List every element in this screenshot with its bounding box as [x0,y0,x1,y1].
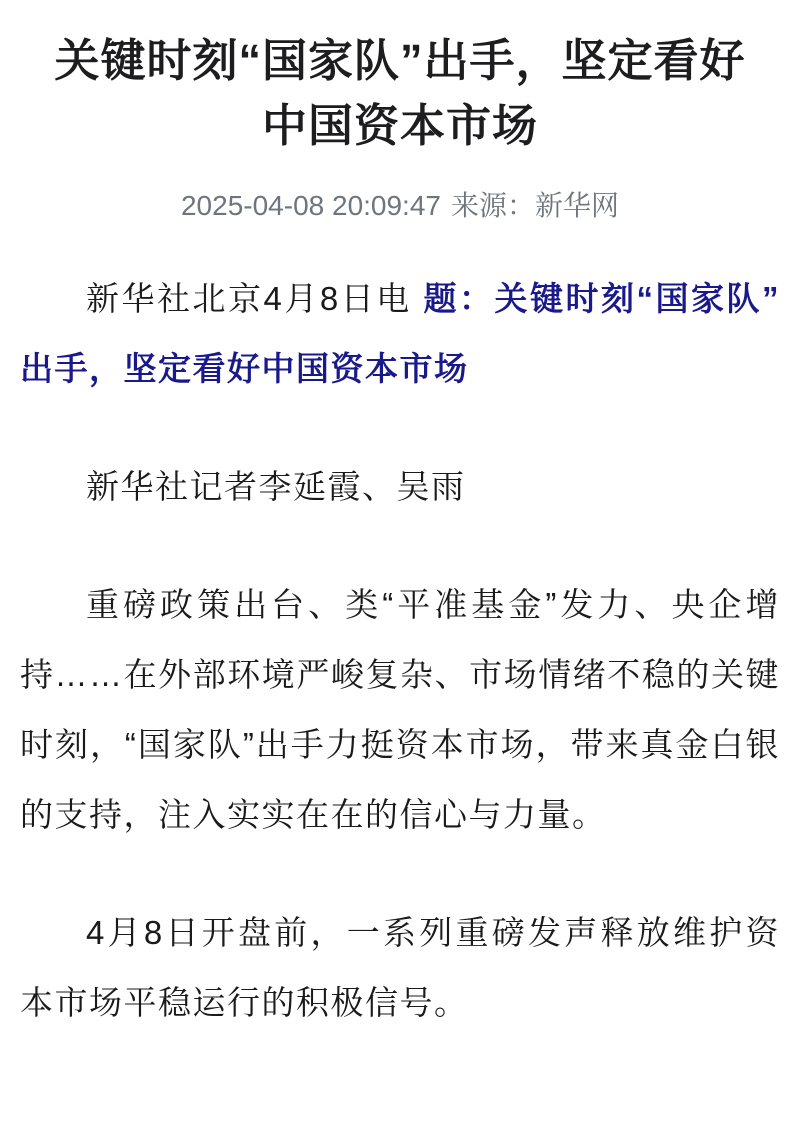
article-paragraph [20,264,780,404]
highlighted-subtitle-text: 题：关键时刻“国家队”出手，坚定看好中国资本市场 [20,280,781,387]
body-text: 新华社北京4月8日电 [86,280,424,317]
news-article [20,28,780,1038]
source-label: 来源： [450,190,535,221]
body-text: 新华社记者李延霞、吴雨 [86,468,466,505]
article-paragraph [20,570,780,850]
body-text: 重磅政策出台、类“平准基金”发力、央企增持……在外部环境严峻复杂、市场情绪不稳的关键时刻，“国家队”出手力挺资本市场，带来真金白银的支持，注入实实在在的信心与力量。 [20,586,780,833]
article-page [0,28,800,1147]
source-name: 新华网 [535,190,620,221]
article-paragraph [20,452,780,522]
article-paragraph [20,898,780,1038]
article-meta [20,188,780,224]
article-body [20,264,780,1038]
body-text: 4月8日开盘前，一系列重磅发声释放维护资本市场平稳运行的积极信号。 [20,914,780,1021]
article-title: 关键时刻“国家队”出手，坚定看好中国资本市场 [54,35,746,151]
publish-datetime: 2025-04-08 20:09:47 [180,190,441,221]
